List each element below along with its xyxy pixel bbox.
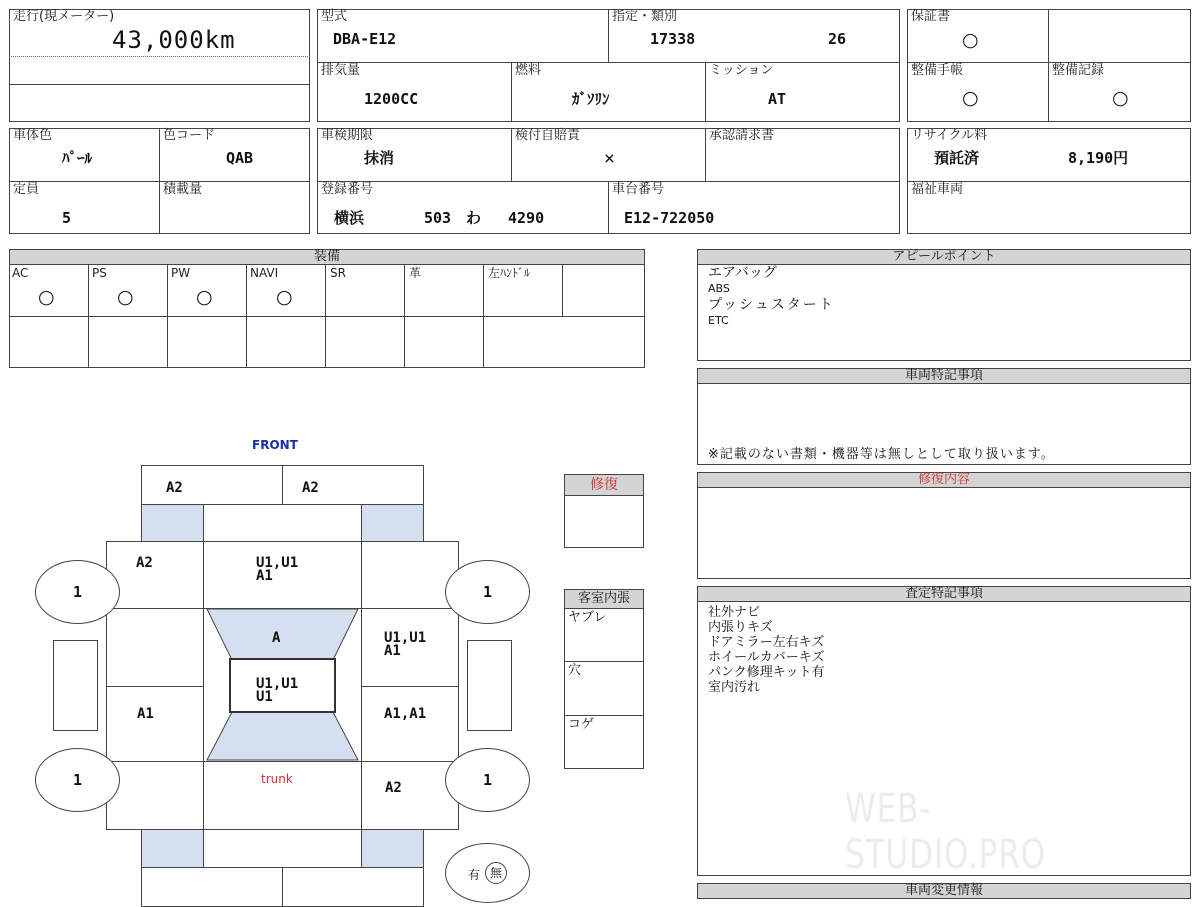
registration-label: 登録番号 xyxy=(321,182,374,197)
rear-glass xyxy=(207,712,358,760)
color-code-value: QAB xyxy=(226,149,254,167)
mileage-dotted-line xyxy=(9,56,310,57)
appeal-line-4: ETC xyxy=(708,314,729,327)
roof-damage-2: U1 xyxy=(256,689,273,705)
registration-city: 横浜 xyxy=(334,209,365,227)
spec-divider-v1 xyxy=(608,9,609,63)
quarter-right-damage: A2 xyxy=(385,780,402,796)
equip-value-navi: ○ xyxy=(276,286,293,308)
interior-panel xyxy=(564,608,644,769)
fender-left-damage: A2 xyxy=(136,555,153,571)
door-right-front-damage-2: A1 xyxy=(384,643,401,659)
change-info-header: 車両変更情報 xyxy=(697,883,1191,899)
equip-label-leather: 革 xyxy=(409,266,422,280)
door-left-rear-damage: A1 xyxy=(137,706,154,722)
fuel-value: ｶﾞｿﾘﾝ xyxy=(572,90,610,108)
spec-divider-v3 xyxy=(705,62,706,122)
assessment-line-1: 社外ナビ xyxy=(708,605,761,620)
assessment-header: 査定特記事項 xyxy=(697,586,1191,602)
chassis-value: E12-722050 xyxy=(624,209,715,227)
equip-value-ac: ○ xyxy=(38,286,55,308)
inspection-label: 車検期限 xyxy=(321,128,374,143)
vehicle-notes-header: 車両特記事項 xyxy=(697,368,1191,384)
trunk-label: trunk xyxy=(261,772,293,786)
interior-divider-2 xyxy=(564,715,644,716)
hood-damage-1: U1,U1 xyxy=(256,555,299,571)
assessment-line-4: ホイールカバーキズ xyxy=(708,650,825,665)
equip-col-divider xyxy=(167,264,168,368)
equip-divider-h xyxy=(9,316,645,317)
recycle-status: 預託済 xyxy=(934,149,980,167)
roof-damage-1: U1,U1 xyxy=(256,676,299,692)
headlight-left xyxy=(141,504,204,542)
mileage-value: 43,000km xyxy=(112,26,236,54)
equip-label-lhd: 左ﾊﾝﾄﾞﾙ xyxy=(488,266,531,280)
rear-bumper-divider xyxy=(282,867,283,907)
repair-detail-header: 修復内容 xyxy=(697,472,1191,488)
equip-label-sr: SR xyxy=(330,266,346,280)
headlight-right xyxy=(361,504,424,542)
body-color-value: ﾊﾟｰﾙ xyxy=(62,149,93,167)
equip-col-divider xyxy=(483,264,484,368)
body-h2-right xyxy=(361,686,459,687)
side-step-left xyxy=(53,640,98,731)
appeal-line-1: エアバッグ xyxy=(708,265,777,281)
capacity-label: 定員 xyxy=(13,182,40,197)
designation-value-1: 17338 xyxy=(650,30,696,48)
appeal-line-3: プッシュスタート xyxy=(708,297,835,313)
rear-panel xyxy=(203,829,362,868)
designation-label: 指定・類別 xyxy=(612,9,678,24)
mileage-label: 走行(現メーター) xyxy=(13,9,115,24)
inspection-value: 抹消 xyxy=(364,149,395,167)
reg-divider-v2 xyxy=(705,128,706,182)
equip-col-divider xyxy=(88,264,89,368)
doc-divider-v xyxy=(1048,9,1049,122)
recycle-label: リサイクル料 xyxy=(911,128,988,143)
front-label: FRONT xyxy=(252,438,298,452)
interior-item-burn: コゲ xyxy=(568,717,595,732)
insurance-label: 検付自賠責 xyxy=(515,128,581,143)
equip-col-divider xyxy=(562,264,563,317)
fuel-label: 燃料 xyxy=(515,63,542,78)
assessment-line-3: ドアミラー左右キズ xyxy=(708,635,825,650)
door-right-front-damage-1: U1,U1 xyxy=(384,630,427,646)
capacity-value: 5 xyxy=(62,209,72,227)
insurance-value: × xyxy=(604,148,615,169)
maintenance-book-label: 整備手帳 xyxy=(911,63,964,78)
side-step-right xyxy=(467,640,512,731)
approval-label: 承認請求書 xyxy=(709,128,775,143)
hood-damage-2: A1 xyxy=(256,568,273,584)
color-code-label: 色コード xyxy=(163,128,216,143)
watermark: WEB-STUDIO.PRO xyxy=(845,786,1046,878)
assessment-line-5: パンク修理キット有 xyxy=(708,665,825,680)
recycle-amount: 8,190円 xyxy=(1068,149,1129,167)
interior-item-hole: 穴 xyxy=(568,663,582,678)
interior-header: 客室内張 xyxy=(564,589,644,609)
repair-header: 修復 xyxy=(564,474,644,496)
equip-value-pw: ○ xyxy=(196,286,213,308)
wheel-rear-left: 1 xyxy=(35,748,120,812)
registration-num1: 503 xyxy=(424,209,452,227)
warranty-value: ○ xyxy=(962,29,979,51)
maintenance-book-value: ○ xyxy=(962,87,979,109)
repair-panel xyxy=(564,495,644,548)
body-color-label: 車体色 xyxy=(13,128,53,143)
equip-label-ac: AC xyxy=(12,266,29,280)
chassis-label: 車台番号 xyxy=(612,182,665,197)
body-h2-left xyxy=(106,686,204,687)
appeal-header: アピールポイント xyxy=(697,249,1191,265)
grille xyxy=(203,504,362,542)
maintenance-record-label: 整備記録 xyxy=(1052,63,1105,78)
assessment-line-6: 室内汚れ xyxy=(708,680,761,695)
assessment-line-2: 内張りキズ xyxy=(708,620,773,635)
designation-value-2: 26 xyxy=(828,30,847,48)
warranty-label: 保証書 xyxy=(911,9,951,24)
spare-no-label: 無 xyxy=(485,862,507,884)
windshield-damage: A xyxy=(272,630,281,646)
wheel-rear-right: 1 xyxy=(445,748,530,812)
front-bumper-right-damage: A2 xyxy=(302,480,319,496)
wheel-front-right: 1 xyxy=(445,560,530,624)
displacement-label: 排気量 xyxy=(321,63,361,78)
equip-col-divider xyxy=(246,264,247,368)
equip-label-ps: PS xyxy=(92,266,107,280)
vehicle-notes-text: ※記載のない書類・機器等は無しとして取り扱います。 xyxy=(708,447,1055,462)
spec-divider-v2 xyxy=(511,62,512,122)
displacement-value: 1200CC xyxy=(364,90,419,108)
wheel-front-left: 1 xyxy=(35,560,120,624)
windshield-glass xyxy=(207,609,358,660)
taillight-right xyxy=(361,829,424,868)
equip-label-pw: PW xyxy=(171,266,191,280)
front-bumper-divider xyxy=(282,465,283,505)
registration-num2: 4290 xyxy=(508,209,545,227)
load-label: 積載量 xyxy=(163,182,203,197)
equip-label-navi: NAVI xyxy=(250,266,279,280)
model-label: 型式 xyxy=(321,9,348,24)
appeal-line-2: ABS xyxy=(708,282,730,295)
transmission-value: AT xyxy=(768,90,787,108)
reg-divider-v1 xyxy=(511,128,512,182)
repair-detail-panel xyxy=(697,487,1191,579)
mileage-divider xyxy=(9,84,310,85)
door-right-rear-damage: A1,A1 xyxy=(384,706,427,722)
model-value: DBA-E12 xyxy=(333,30,397,48)
equip-value-ps: ○ xyxy=(117,286,134,308)
equip-col-divider xyxy=(404,264,405,368)
transmission-label: ミッション xyxy=(709,63,774,78)
welfare-label: 福祉車両 xyxy=(911,182,964,197)
interior-divider-1 xyxy=(564,661,644,662)
equip-col-divider xyxy=(325,264,326,368)
spare-yes-label: 有 xyxy=(468,868,481,882)
maintenance-record-value: ○ xyxy=(1112,87,1129,109)
front-bumper-left-damage: A2 xyxy=(166,480,183,496)
registration-kana: わ xyxy=(466,209,482,227)
equipment-header: 装備 xyxy=(9,249,645,265)
color-divider-v xyxy=(159,128,160,234)
taillight-left xyxy=(141,829,204,868)
interior-item-tear: ヤブレ xyxy=(568,610,607,625)
reg-divider-v3 xyxy=(608,181,609,234)
